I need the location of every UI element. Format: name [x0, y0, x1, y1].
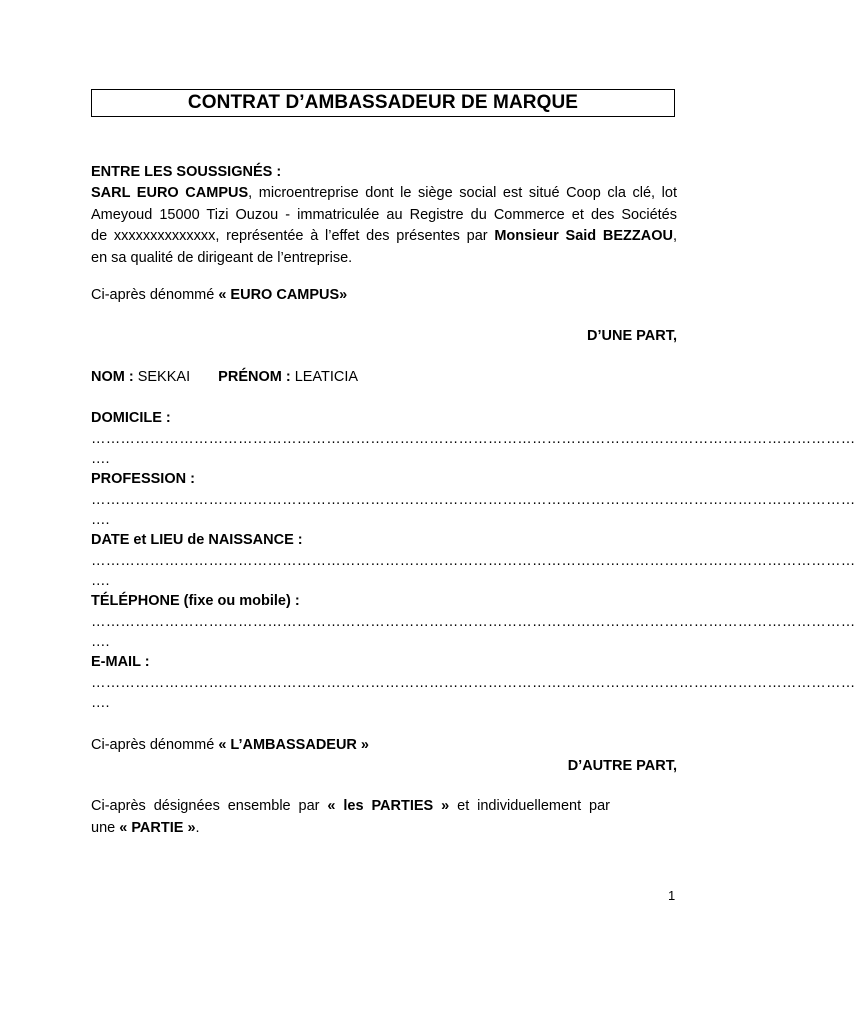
- denomme-euro-campus: [91, 285, 677, 306]
- profession-label: PROFESSION :: [91, 471, 195, 487]
- prenom-label: PRÉNOM :: [218, 369, 291, 385]
- domicile-dots-end: ….: [91, 451, 110, 467]
- parties-line-2: [91, 818, 610, 840]
- denomme-name: « EURO CAMPUS»: [218, 287, 348, 303]
- naissance-dots-end: ….: [91, 573, 110, 589]
- denomme-ambassadeur: [91, 735, 677, 756]
- parties-l2-c: .: [195, 819, 200, 836]
- company-line-4: en sa qualité de dirigeant de l’entreprise.: [91, 249, 353, 266]
- profession-dots-end: ….: [91, 512, 110, 528]
- parties-l2-a: une: [91, 819, 120, 836]
- email-dots-end: ….: [91, 695, 110, 711]
- company-line-3-text: de xxxxxxxxxxxxxx, représentée à l’effet des présentes par: [91, 228, 495, 244]
- telephone-label: TÉLÉPHONE (fixe ou mobile) :: [91, 593, 300, 609]
- nom-label: NOM :: [91, 369, 134, 385]
- prenom-value: LEATICIA: [290, 369, 359, 385]
- parties-paragraph: [91, 796, 610, 839]
- domicile-label: DOMICILE :: [91, 410, 171, 426]
- naissance-label: DATE et LIEU de NAISSANCE :: [91, 532, 303, 548]
- company-line-3: [91, 226, 677, 248]
- part-one-label: D’UNE PART,: [587, 328, 677, 344]
- parties-l2-b: « PARTIE »: [119, 819, 196, 836]
- profession-dots: …………………………………………………………………………………………………………………………………………: [91, 492, 855, 508]
- parties-l1-a: Ci-après désignées ensemble par: [91, 798, 328, 814]
- document-title: CONTRAT D’AMBASSADEUR DE MARQUE: [91, 89, 675, 117]
- denomme2-name: « L’AMBASSADEUR »: [218, 737, 369, 753]
- company-line-3-end: ,: [672, 228, 677, 244]
- denomme-prefix: Ci-après dénommé: [91, 287, 219, 303]
- domicile-dots: …………………………………………………………………………………………………………………………………………: [91, 431, 855, 447]
- parties-l1-c: et individuellement par: [449, 798, 610, 814]
- telephone-dots: …………………………………………………………………………………………………………………………………………: [91, 614, 855, 630]
- nom-value: SEKKAI: [133, 369, 191, 385]
- email-dots: …………………………………………………………………………………………………………………………………………: [91, 675, 855, 691]
- person-identity: [91, 367, 677, 388]
- telephone-dots-end: ….: [91, 634, 110, 650]
- page-number: 1: [668, 888, 676, 903]
- company-name: SARL EURO CAMPUS: [91, 185, 249, 201]
- part-two-label: D’AUTRE PART,: [567, 758, 677, 774]
- representative-name: Monsieur Said BEZZAOU: [494, 228, 673, 244]
- email-label: E-MAIL :: [91, 654, 150, 670]
- company-paragraph: [91, 183, 677, 269]
- parties-line-1: [91, 796, 610, 818]
- company-line-1: [91, 183, 677, 205]
- entre-heading: ENTRE LES SOUSSIGNÉS :: [91, 164, 282, 180]
- naissance-dots: …………………………………………………………………………………………………………………………………………: [91, 553, 855, 569]
- company-line-2: Ameyoud 15000 Tizi Ouzou - immatriculée au Registre du Commerce et des Sociétés: [91, 206, 677, 223]
- parties-l1-b: « les PARTIES »: [327, 798, 450, 814]
- denomme2-prefix: Ci-après dénommé: [91, 737, 219, 753]
- company-line-1-text: , microentreprise dont le siège social est situé Coop cla clé, lot: [248, 185, 677, 201]
